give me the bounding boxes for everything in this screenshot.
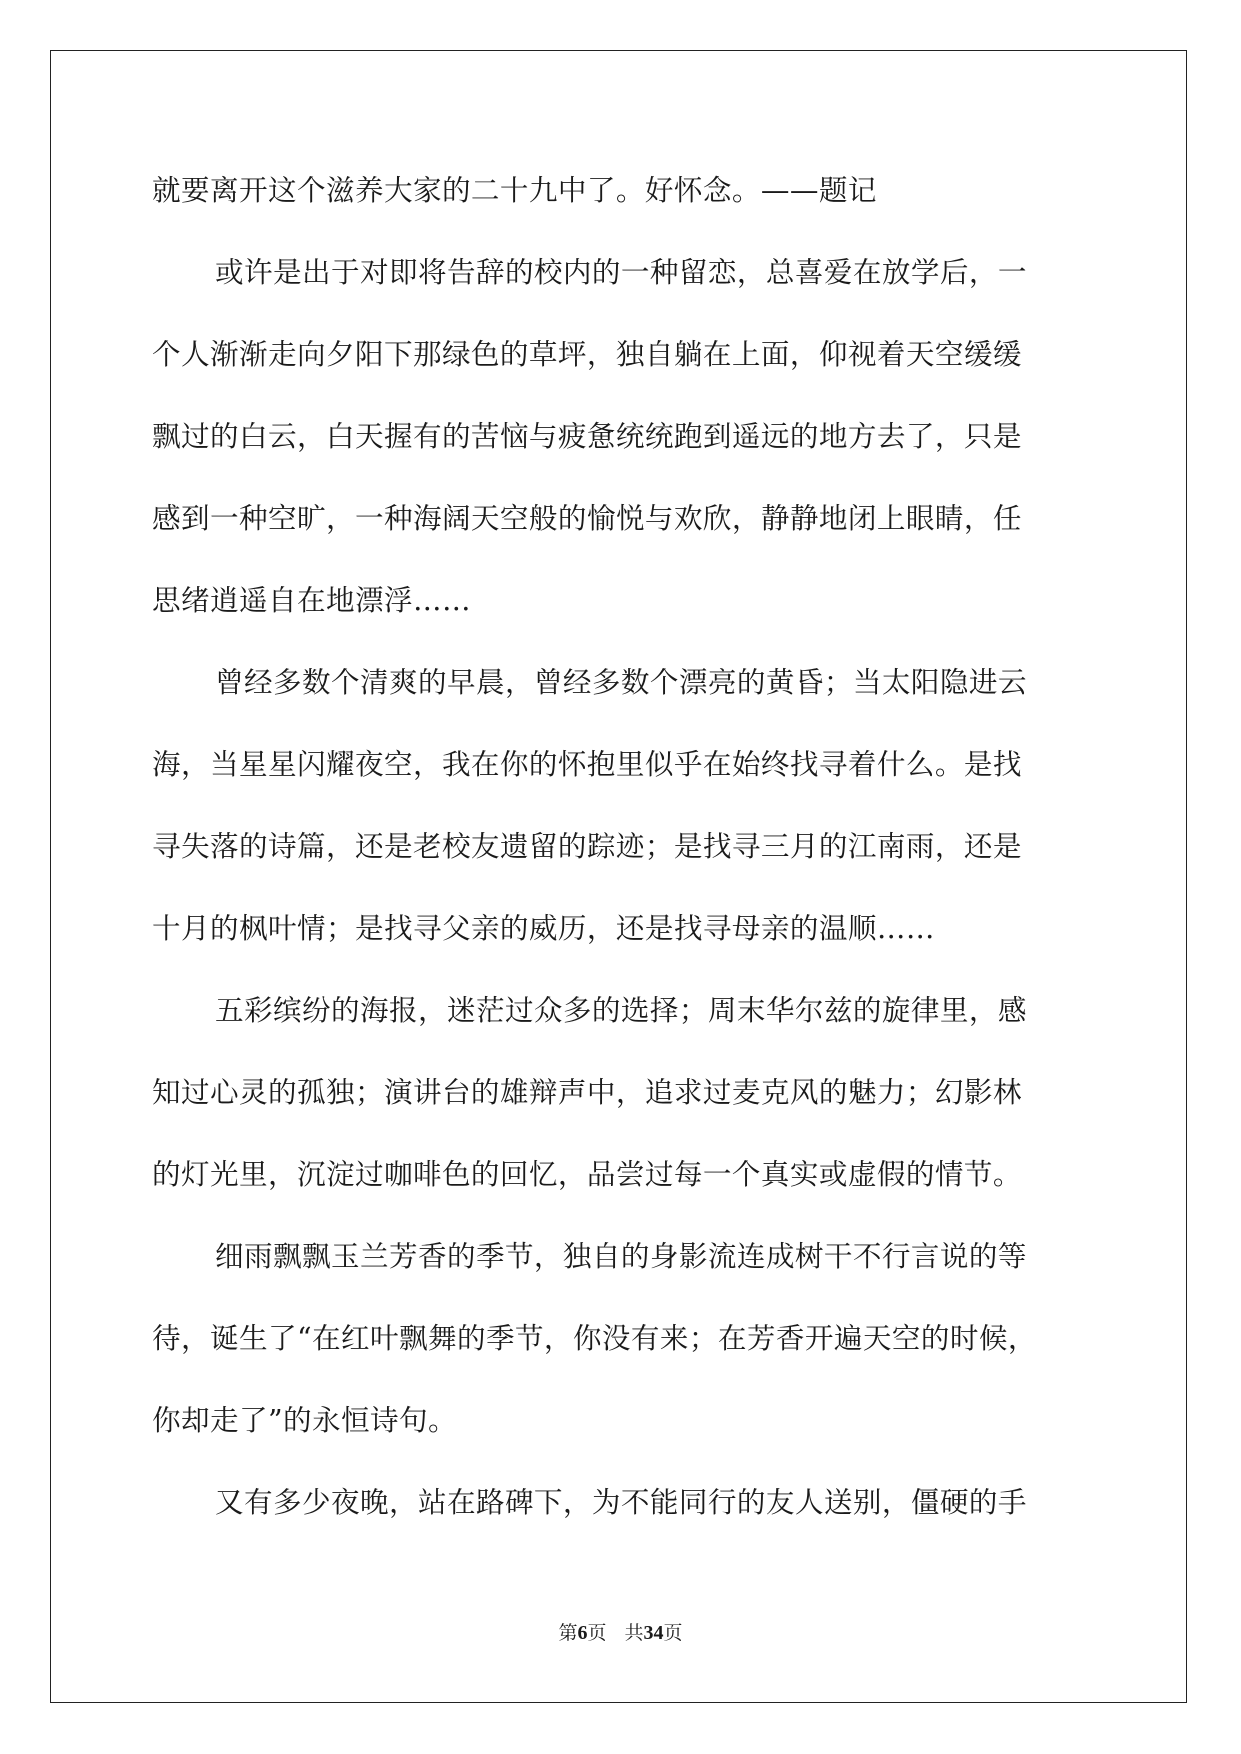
text-line: 飘过的白云，白天握有的苦恼与疲惫统统跑到遥远的地方去了，只是 <box>152 419 1022 453</box>
page-number: 6 <box>577 1622 588 1644</box>
footer-total-suffix: 页 <box>663 1622 683 1644</box>
text-line: 曾经多数个清爽的早晨，曾经多数个漂亮的黄昏；当太阳隐进云 <box>215 665 1027 699</box>
text-line: 细雨飘飘玉兰芳香的季节，独自的身影流连成树干不行言说的等 <box>215 1239 1027 1273</box>
page-footer <box>0 1621 1241 1645</box>
text-line: 的灯光里，沉淀过咖啡色的回忆，品尝过每一个真实或虚假的情节。 <box>152 1157 1022 1191</box>
footer-page-suffix: 页 <box>587 1622 607 1644</box>
text-line: 或许是出于对即将告辞的校内的一种留恋，总喜爱在放学后，一 <box>215 255 1027 289</box>
text-line: 五彩缤纷的海报，迷茫过众多的选择；周末华尔兹的旋律里，感 <box>215 993 1027 1027</box>
footer-prefix: 第 <box>558 1622 578 1644</box>
text-line: 思绪逍遥自在地漂浮…… <box>152 583 471 617</box>
text-line: 待，诞生了“在红叶飘舞的季节，你没有来；在芳香开遍天空的时候， <box>152 1321 1037 1355</box>
total-pages: 34 <box>643 1622 664 1644</box>
text-line: 又有多少夜晚，站在路碑下，为不能同行的友人送别，僵硬的手 <box>215 1485 1027 1519</box>
text-line: 十月的枫叶情；是找寻父亲的威历，还是找寻母亲的温顺…… <box>152 911 935 945</box>
document-body <box>152 158 1092 1552</box>
text-line: 个人渐渐走向夕阳下那绿色的草坪，独自躺在上面，仰视着天空缓缓 <box>152 337 1022 371</box>
text-line: 就要离开这个滋养大家的二十九中了。好怀念。——题记 <box>152 173 877 207</box>
text-line: 你却走了”的永恒诗句。 <box>152 1403 457 1437</box>
text-line: 感到一种空旷，一种海阔天空般的愉悦与欢欣，静静地闭上眼睛，任 <box>152 501 1022 535</box>
text-line: 知过心灵的孤独；演讲台的雄辩声中，追求过麦克风的魅力；幻影林 <box>152 1075 1022 1109</box>
text-line: 海，当星星闪耀夜空，我在你的怀抱里似乎在始终找寻着什么。是找 <box>152 747 1022 781</box>
text-line: 寻失落的诗篇，还是老校友遗留的踪迹；是找寻三月的江南雨，还是 <box>152 829 1022 863</box>
footer-total-prefix: 共 <box>624 1622 644 1644</box>
